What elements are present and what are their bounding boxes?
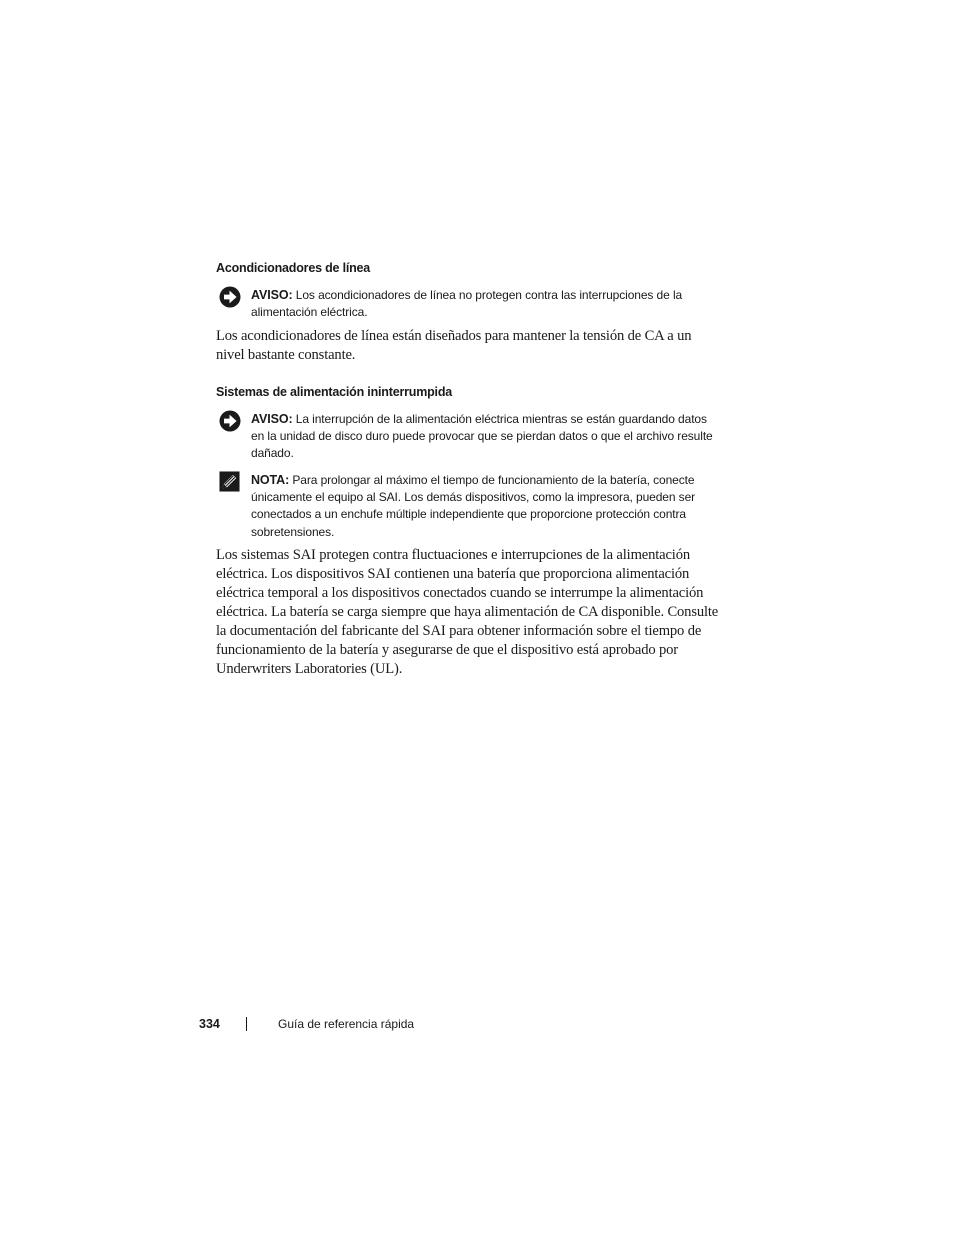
footer-separator [246,1017,247,1031]
note-ups [216,472,716,541]
section-heading-ups: Sistemas de alimentación ininterrumpida [216,385,453,399]
notice-line-conditioners [216,287,716,321]
notice-arrow-icon [219,286,241,308]
page-number: 334 [199,1017,220,1031]
notice-label: AVISO: [251,288,293,302]
note-body: Para prolongar al máximo el tiempo de funcionamiento de la batería, conecte únicamente el equipo al SAI. Los demás dispositivos, como la impresora, pueden ser conectados a un enchufe múltiple independiente que proporcione protección contra sobretensiones. [251,473,696,539]
paragraph-ups: Los sistemas SAI protegen contra fluctuaciones e interrupciones de la alimentación eléctrica. Los dispositivos SAI contienen una batería que proporciona alimentación eléctrica temporal a los dispositivos conectados cuando se interrumpe la alimentación eléctrica. La batería se carga siempre que haya alimentación de CA disponible. Consulte la documentación del fabricante del SAI para obtener información sobre el tiempo de funcionamiento de la batería y asegurarse de que el dispositivo está aprobado por Underwriters Laboratories (UL). [216,547,719,677]
guide-title: Guía de referencia rápida [278,1017,415,1031]
paragraph-line-conditioners: Los acondicionadores de línea están diseñados para mantener la tensión de CA a un nivel bastante constante. [216,328,692,363]
note-text [251,472,716,541]
notice-body: Los acondicionadores de línea no protegen contra las interrupciones de la alimentación eléctrica. [251,288,683,320]
section-heading-line-conditioners: Acondicionadores de línea [216,261,371,275]
note-label: NOTA: [251,473,290,487]
notice-body: La interrupción de la alimentación eléctrica mientras se están guardando datos en la unidad de disco duro puede provocar que se pierdan datos o que el archivo resulte dañado. [251,412,713,461]
notice-text [251,411,716,463]
notice-arrow-icon [219,410,241,432]
notice-label: AVISO: [251,412,293,426]
notice-ups [216,411,716,463]
notice-text [251,287,716,321]
note-pencil-icon [219,471,240,492]
